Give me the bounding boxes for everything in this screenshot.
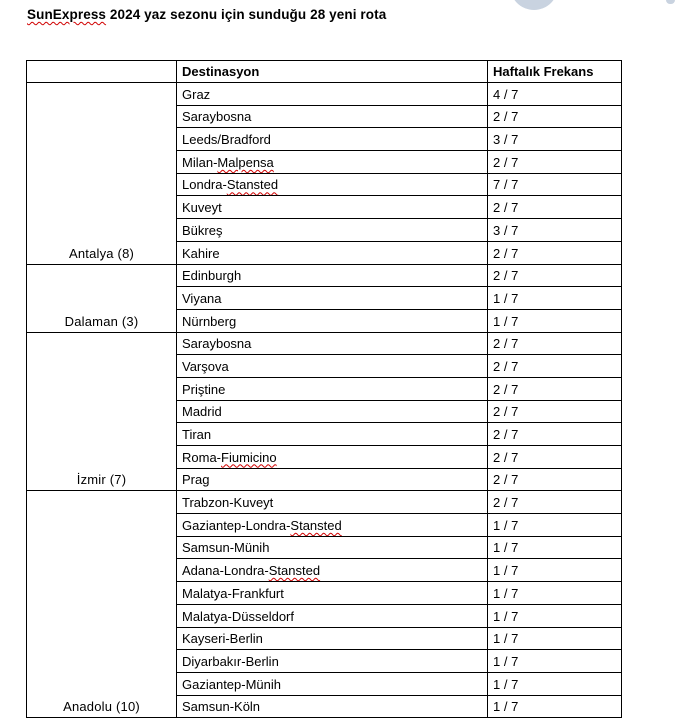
destination-cell: Leeds/Bradford: [177, 128, 488, 151]
destination-cell: Viyana: [177, 287, 488, 310]
frequency-cell: 2 / 7: [488, 241, 622, 264]
frequency-cell: 1 / 7: [488, 695, 622, 718]
destination-cell: Nürnberg: [177, 309, 488, 332]
frequency-cell: 1 / 7: [488, 672, 622, 695]
frequency-cell: 1 / 7: [488, 627, 622, 650]
destination-cell: Kuveyt: [177, 196, 488, 219]
frequency-cell: 3 / 7: [488, 219, 622, 242]
frequency-cell: 2 / 7: [488, 151, 622, 174]
frequency-cell: 2 / 7: [488, 446, 622, 469]
decorative-shape: [666, 0, 675, 4]
title-brand: SunExpress: [27, 7, 107, 22]
table-row: [27, 332, 622, 355]
frequency-cell: 2 / 7: [488, 332, 622, 355]
table-header-row: [27, 61, 622, 83]
frequency-cell: 1 / 7: [488, 559, 622, 582]
frequency-cell: 1 / 7: [488, 536, 622, 559]
destination-cell: Saraybosna: [177, 105, 488, 128]
spellcheck-underline: Stansted: [290, 517, 342, 533]
frequency-cell: 1 / 7: [488, 604, 622, 627]
frequency-cell: 2 / 7: [488, 355, 622, 378]
region-cell: Dalaman (3): [27, 264, 177, 332]
destination-cell: Tiran: [177, 423, 488, 446]
document-title: [27, 7, 386, 22]
spellcheck-underline: Malpensa: [217, 154, 274, 170]
routes-table-body: [27, 83, 622, 718]
destination-cell: Prag: [177, 468, 488, 491]
destination-cell: Diyarbakır-Berlin: [177, 650, 488, 673]
destination-cell: Roma-Fiumicino: [177, 446, 488, 469]
frequency-cell: 3 / 7: [488, 128, 622, 151]
frequency-cell: 1 / 7: [488, 650, 622, 673]
frequency-cell: 2 / 7: [488, 491, 622, 514]
destination-cell: Kahire: [177, 241, 488, 264]
destination-cell: Samsun-Köln: [177, 695, 488, 718]
spellcheck-underline: Stansted: [268, 563, 321, 579]
destination-cell: Samsun-Münih: [177, 536, 488, 559]
frequency-cell: 1 / 7: [488, 287, 622, 310]
destination-cell: Malatya-Düsseldorf: [177, 604, 488, 627]
frequency-cell: 2 / 7: [488, 423, 622, 446]
frequency-cell: 1 / 7: [488, 309, 622, 332]
header-region: [27, 61, 177, 83]
destination-cell: Graz: [177, 83, 488, 106]
destination-cell: Adana-Londra-Stansted: [177, 559, 488, 582]
spellcheck-underline: Stansted: [226, 177, 279, 193]
frequency-cell: 1 / 7: [488, 582, 622, 605]
header-destination: Destinasyon: [177, 61, 488, 83]
header-frequency: Haftalık Frekans: [488, 61, 622, 83]
frequency-cell: 2 / 7: [488, 264, 622, 287]
table-row: [27, 264, 622, 287]
destination-cell: Kayseri-Berlin: [177, 627, 488, 650]
destination-cell: Bükreş: [177, 219, 488, 242]
decorative-circle: [510, 0, 558, 10]
spellcheck-underline: Fiumicino: [221, 449, 277, 465]
frequency-cell: 7 / 7: [488, 173, 622, 196]
frequency-cell: 4 / 7: [488, 83, 622, 106]
frequency-cell: 2 / 7: [488, 377, 622, 400]
frequency-cell: 2 / 7: [488, 468, 622, 491]
destination-cell: Gaziantep-Londra-Stansted: [177, 514, 488, 537]
frequency-cell: 2 / 7: [488, 400, 622, 423]
destination-cell: Malatya-Frankfurt: [177, 582, 488, 605]
destination-cell: Priştine: [177, 377, 488, 400]
table-row: [27, 491, 622, 514]
table-row: [27, 83, 622, 106]
destination-cell: Trabzon-Kuveyt: [177, 491, 488, 514]
destination-cell: Saraybosna: [177, 332, 488, 355]
title-text: 2024 yaz sezonu için sunduğu 28 yeni rota: [106, 7, 387, 22]
destination-cell: Varşova: [177, 355, 488, 378]
destination-cell: Edinburgh: [177, 264, 488, 287]
region-cell: İzmir (7): [27, 332, 177, 491]
frequency-cell: 2 / 7: [488, 105, 622, 128]
region-cell: Antalya (8): [27, 83, 177, 265]
destination-cell: Madrid: [177, 400, 488, 423]
region-cell: Anadolu (10): [27, 491, 177, 718]
destination-cell: Milan-Malpensa: [177, 151, 488, 174]
frequency-cell: 2 / 7: [488, 196, 622, 219]
frequency-cell: 1 / 7: [488, 514, 622, 537]
routes-table: [26, 60, 622, 718]
destination-cell: Gaziantep-Münih: [177, 672, 488, 695]
destination-cell: Londra-Stansted: [177, 173, 488, 196]
